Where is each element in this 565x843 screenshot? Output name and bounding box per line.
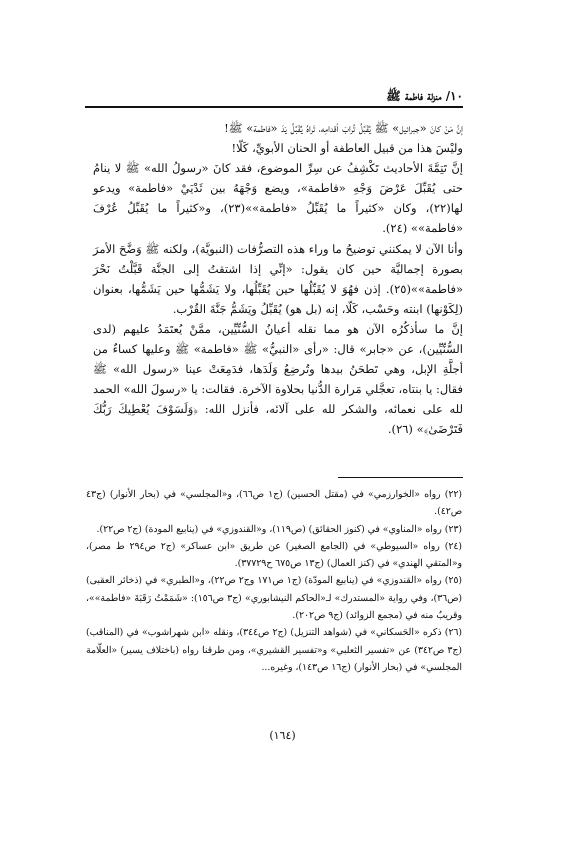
header-title: ١٠/ منزلة فاطمة ﷺ [386,89,463,103]
main-text [93,118,463,440]
paragraph-1: إنَّ مَنْ كانَ «جبرائيل» ﷺ يُقَبِّلُ تُرابَ أقدامِه، تَراهُ يُقَبِّلُ يَدَ «فاطمة» ﷺ! [224,121,463,135]
footnote-23: (٢٣) رواه «المناوي» في (كنوز الحقائق) (ص١١٩)، و«القندوزي» في (ينابيع المودة) (ج٢ ص٢٢). [96,523,462,535]
paragraph-2: وليْسَ هذا من قبيل العاطفة أو الحنان الأبويِّ، كَلّا! [231,141,463,156]
paragraph-4: وأنا الآن لا يمكنني توضيحُ ما وراء هذه التصرُّفات (النبويَّة)، ولكنه ﷺ وَضَّحَ الأمرَ بصورة إجماليَّة حين كان يقول: «إنِّي إذا اشتقتُ إلى الجنَّة قَبَّلْتُ نَحْرَ «فاطمة»»(٢٥). إذن فهُوَ لا يُقَبِّلُها حين يُقَبِّلُها، ولا يَشَمُّها حين يَشَمُّها، بعنوان (لِكَوْنها) ابنته وحَسْب، كَلّا، إنه (بل هو) يُقَبِّلُ ويَشَمُّ جَنَّةَ القُرْب. [93,241,463,316]
footnote-26: (٢٦) ذكره «الحَسكاني» في (شواهد التنزيل) (ج٢ ص٣٤٤)، ونقله «ابن شهراشوب» في (المناقب) (ج٣ ص٣٤٢) عن «تفسير الثعلبي» و«تفسير القشيري»، ومن طرقنا رواه (باختلاف يسير) «العلّامة المجلسي» في (بحار الأنوار) (ج١٦ ص١٤٣)، وغيره... [86,627,463,673]
footnote-25: (٢٥) رواه «القندوزي» في (ينابيع المودّة) (ج١ ص١٧١ وج٢ ص٢٢)، و«الطبري» في (ذخائر العقبى) (ص٣٦)، وفي رواية «المستدرك» لـ«الحاكم النيشابوري» (ج٣ ص١٥٦): «شَمَمْتُ رَقَبَةَ «فاطمة»»، وقريبٌ منه في (مجمع الزوائد) (ج٩ ص٢٠٢). [86,575,462,622]
footnote-24: (٢٤) رواه «السيوطي» في (الجامع الصغير) عن طريق «ابن عساكر» (ج٢ ص٢٩٤ ط مصر)، و«المتقي الهندي» في (كنز العمال) (ج١٣ ص٦٧٥ ح٣٧٧٢٩). [86,540,462,570]
footnote-divider [338,477,463,478]
footnote-22: (٢٢) رواه «الخوارزمي» في (مقتل الحسين) (ج١ ص٦٦)، و«المجلسي» في (بحار الأنوار) (ج٤٣ ص٤٢). [86,489,463,518]
footnotes [86,486,462,676]
paragraph-5: إنَّ ما سأذكُرُه الآن هو مما نقله أعيانُ السُّنِّيِّين، ممَّنْ يُعتَمَدُ عليهم (لدى السُّنِّيِّين)، عن «جابر» قال: «رأى «النبيُّ» ﷺ «فاطمة» ﷺ وعليها كساءٌ من أجلَّةِ الإبل، وهي تَطحَنُ بيدها وتُرضِعُ وَلَدَها، فدَمِعَتْ عينا «رسول الله» ﷺ فقال: يا بنتاه، تعجَّلي مَرارة الدُّنيا بحلاوة الآخرة. فقالت: يا «رسولَ الله» الحمد لله على نعمائه، والشكر لله على آلائه، فأنزل الله: ﴿وَلَسَوْفَ يُعْطِيكَ رَبُّكَ فَتَرْضَىٰ﴾» (٢٦). [93,321,463,437]
page-number: (١٦٤) [269,729,296,742]
paragraph-3: إنَّ تَتِمَّةَ الأحاديث تَكْشِفُ عن سِرِّ الموضوع، فقد كانَ «رسولُ الله» ﷺ لا ينامُ حتى يُقَبِّلَ عَرْضَ وَجْهِ «فاطمة»، ويضع وَجْهَهُ بين ثَدْيَيْ «فاطمة» ويدعو لها(٢٢)، وكان «كثيراً ما يُقَبِّلُ «فاطمة»»(٢٣)، و«كثيراً ما يُقَبِّلُ عُرْفَ «فاطمة»» (٢٤). [93,161,463,236]
running-header [85,88,463,108]
